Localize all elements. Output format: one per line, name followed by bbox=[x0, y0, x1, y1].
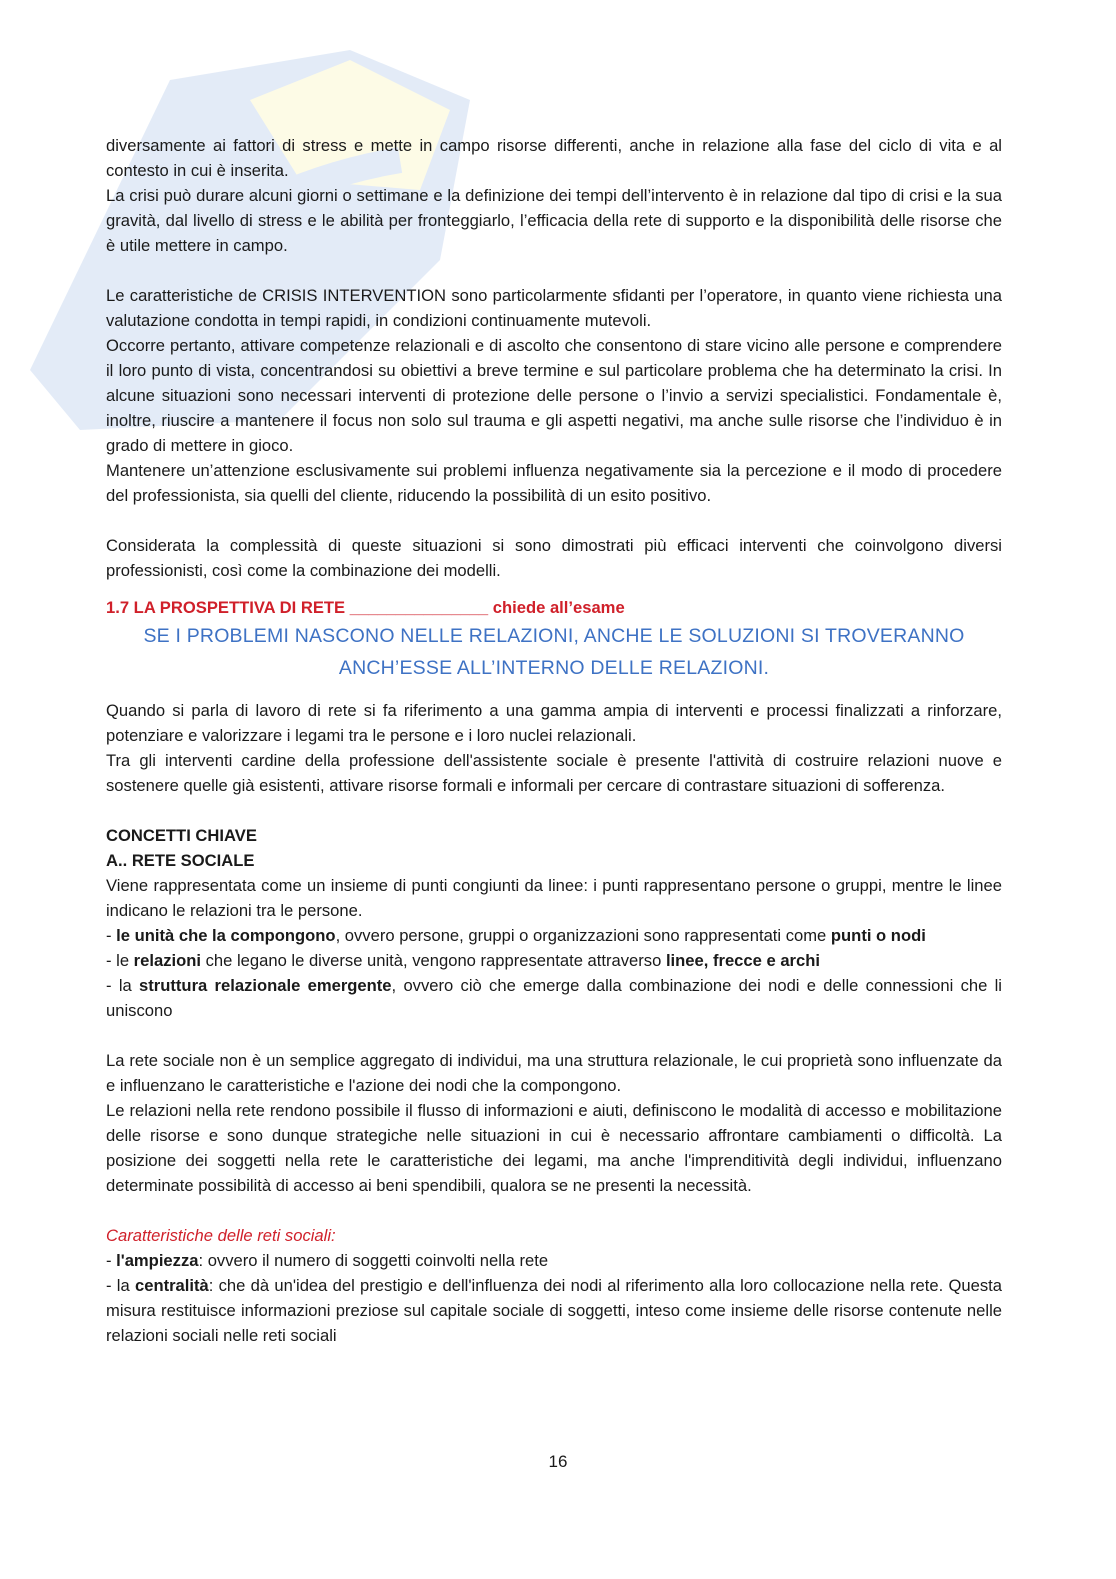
highlight-quote-line: ANCH’ESSE ALL’INTERNO DELLE RELAZIONI. bbox=[338, 657, 770, 679]
paragraph: La rete sociale non è un semplice aggregato di individui, ma una struttura relazionale, le cui proprietà sono influenzate da e influenzano le caratteristiche e l'azione dei nodi che la compongono. bbox=[106, 1051, 1002, 1095]
paragraph: Occorre pertanto, attivare competenze relazionali e di ascolto che consentono di stare vicino alle persone e comprendere il loro punto di vista, concentrandosi su obiettivi a breve termine e sul particolare problema che ha determinato la crisi. In alcune situazioni sono necessari interventi di protezione delle persone o l’invio a servizi specialistici. Fondamentale è, inoltre, riuscire a mantenere il focus non solo sul trauma e gli aspetti negativi, ma anche sulle risorse che l’individuo è in grado di mettere in gioco. bbox=[106, 336, 1002, 455]
characteristics-title: Caratteristiche delle reti sociali: bbox=[106, 1226, 336, 1245]
list-item: - l'ampiezza: ovvero il numero di soggetti coinvolti nella rete bbox=[106, 1251, 549, 1270]
list-item: - le relazioni che legano le diverse unità, vengono rappresentate attraverso linee, frecce e archi bbox=[106, 951, 820, 970]
highlight-quote bbox=[106, 620, 1002, 684]
page-number: 16 bbox=[548, 1452, 568, 1471]
list-item: - le unità che la compongono, ovvero persone, gruppi o organizzazioni sono rappresentati come punti o nodi bbox=[106, 926, 926, 945]
paragraph: Considerata la complessità di queste situazioni si sono dimostrati più efficaci interventi che coinvolgono diversi professionisti, così come la combinazione dei modelli. bbox=[106, 536, 1002, 580]
highlight-quote-line: SE I PROBLEMI NASCONO NELLE RELAZIONI, ANCHE LE SOLUZIONI SI TROVERANNO bbox=[143, 625, 965, 647]
subsection-subtitle: A.. RETE SOCIALE bbox=[106, 851, 255, 870]
list-item: - la struttura relazionale emergente, ovvero ciò che emerge dalla combinazione dei nodi e delle connessioni che li uniscono bbox=[106, 976, 1002, 1020]
paragraph: La crisi può durare alcuni giorni o settimane e la definizione dei tempi dell’intervento è in relazione dal tipo di crisi e la sua gravità, dal livello di stress e le abilità per fronteggiarlo, l’efficacia della rete di supporto e la disponibilità delle risorse che è utile mettere in campo. bbox=[106, 186, 1002, 255]
paragraph: diversamente ai fattori di stress e mette in campo risorse differenti, anche in relazione alla fase del ciclo di vita e al contesto in cui è inserita. bbox=[106, 136, 1002, 180]
paragraph: Quando si parla di lavoro di rete si fa riferimento a una gamma ampia di interventi e processi finalizzati a rinforzare, potenziare e valorizzare i legami tra le persone e i loro nuclei relazionali. bbox=[106, 701, 1002, 745]
paragraph: Le caratteristiche de CRISIS INTERVENTION sono particolarmente sfidanti per l’operatore, in quanto viene richiesta una valutazione condotta in tempi rapidi, in condizioni continuamente mutevoli. bbox=[106, 286, 1002, 330]
document-page bbox=[106, 133, 1002, 1348]
paragraph: Mantenere un’attenzione esclusivamente sui problemi influenza negativamente sia la percezione e il modo di procedere del professionista, sia quelli del cliente, riducendo la possibilità di un esito positivo. bbox=[106, 461, 1002, 505]
paragraph: Le relazioni nella rete rendono possibile il flusso di informazioni e aiuti, definiscono le modalità di accesso e mobilitazione delle risorse e sono dunque strategiche nelle situazioni in cui è necessario affrontare cambiamenti o difficoltà. La posizione dei soggetti nella rete le caratteristiche dei legami, ma anche l'imprenditività degli individui, influenzano determinate possibilità di accesso ai beni spendibili, qualora se ne presenti la necessità. bbox=[106, 1101, 1002, 1195]
section-heading: 1.7 LA PROSPETTIVA DI RETE _______________ chiede all’esame bbox=[106, 598, 625, 617]
paragraph: Viene rappresentata come un insieme di punti congiunti da linee: i punti rappresentano persone o gruppi, mentre le linee indicano le relazioni tra le persone. bbox=[106, 876, 1002, 920]
subsection-title: CONCETTI CHIAVE bbox=[106, 826, 257, 845]
paragraph: Tra gli interventi cardine della professione dell'assistente sociale è presente l'attività di costruire relazioni nuove e sostenere quelle già esistenti, attivare risorse formali e informali per cercare di contrastare situazioni di sofferenza. bbox=[106, 751, 1002, 795]
list-item: - la centralità: che dà un'idea del prestigio e dell'influenza dei nodi al riferimento alla loro collocazione nella rete. Questa misura restituisce informazioni preziose sul capitale sociale di soggetti, inteso come insieme delle risorse contenute nelle relazioni sociali nelle reti sociali bbox=[106, 1276, 1002, 1345]
